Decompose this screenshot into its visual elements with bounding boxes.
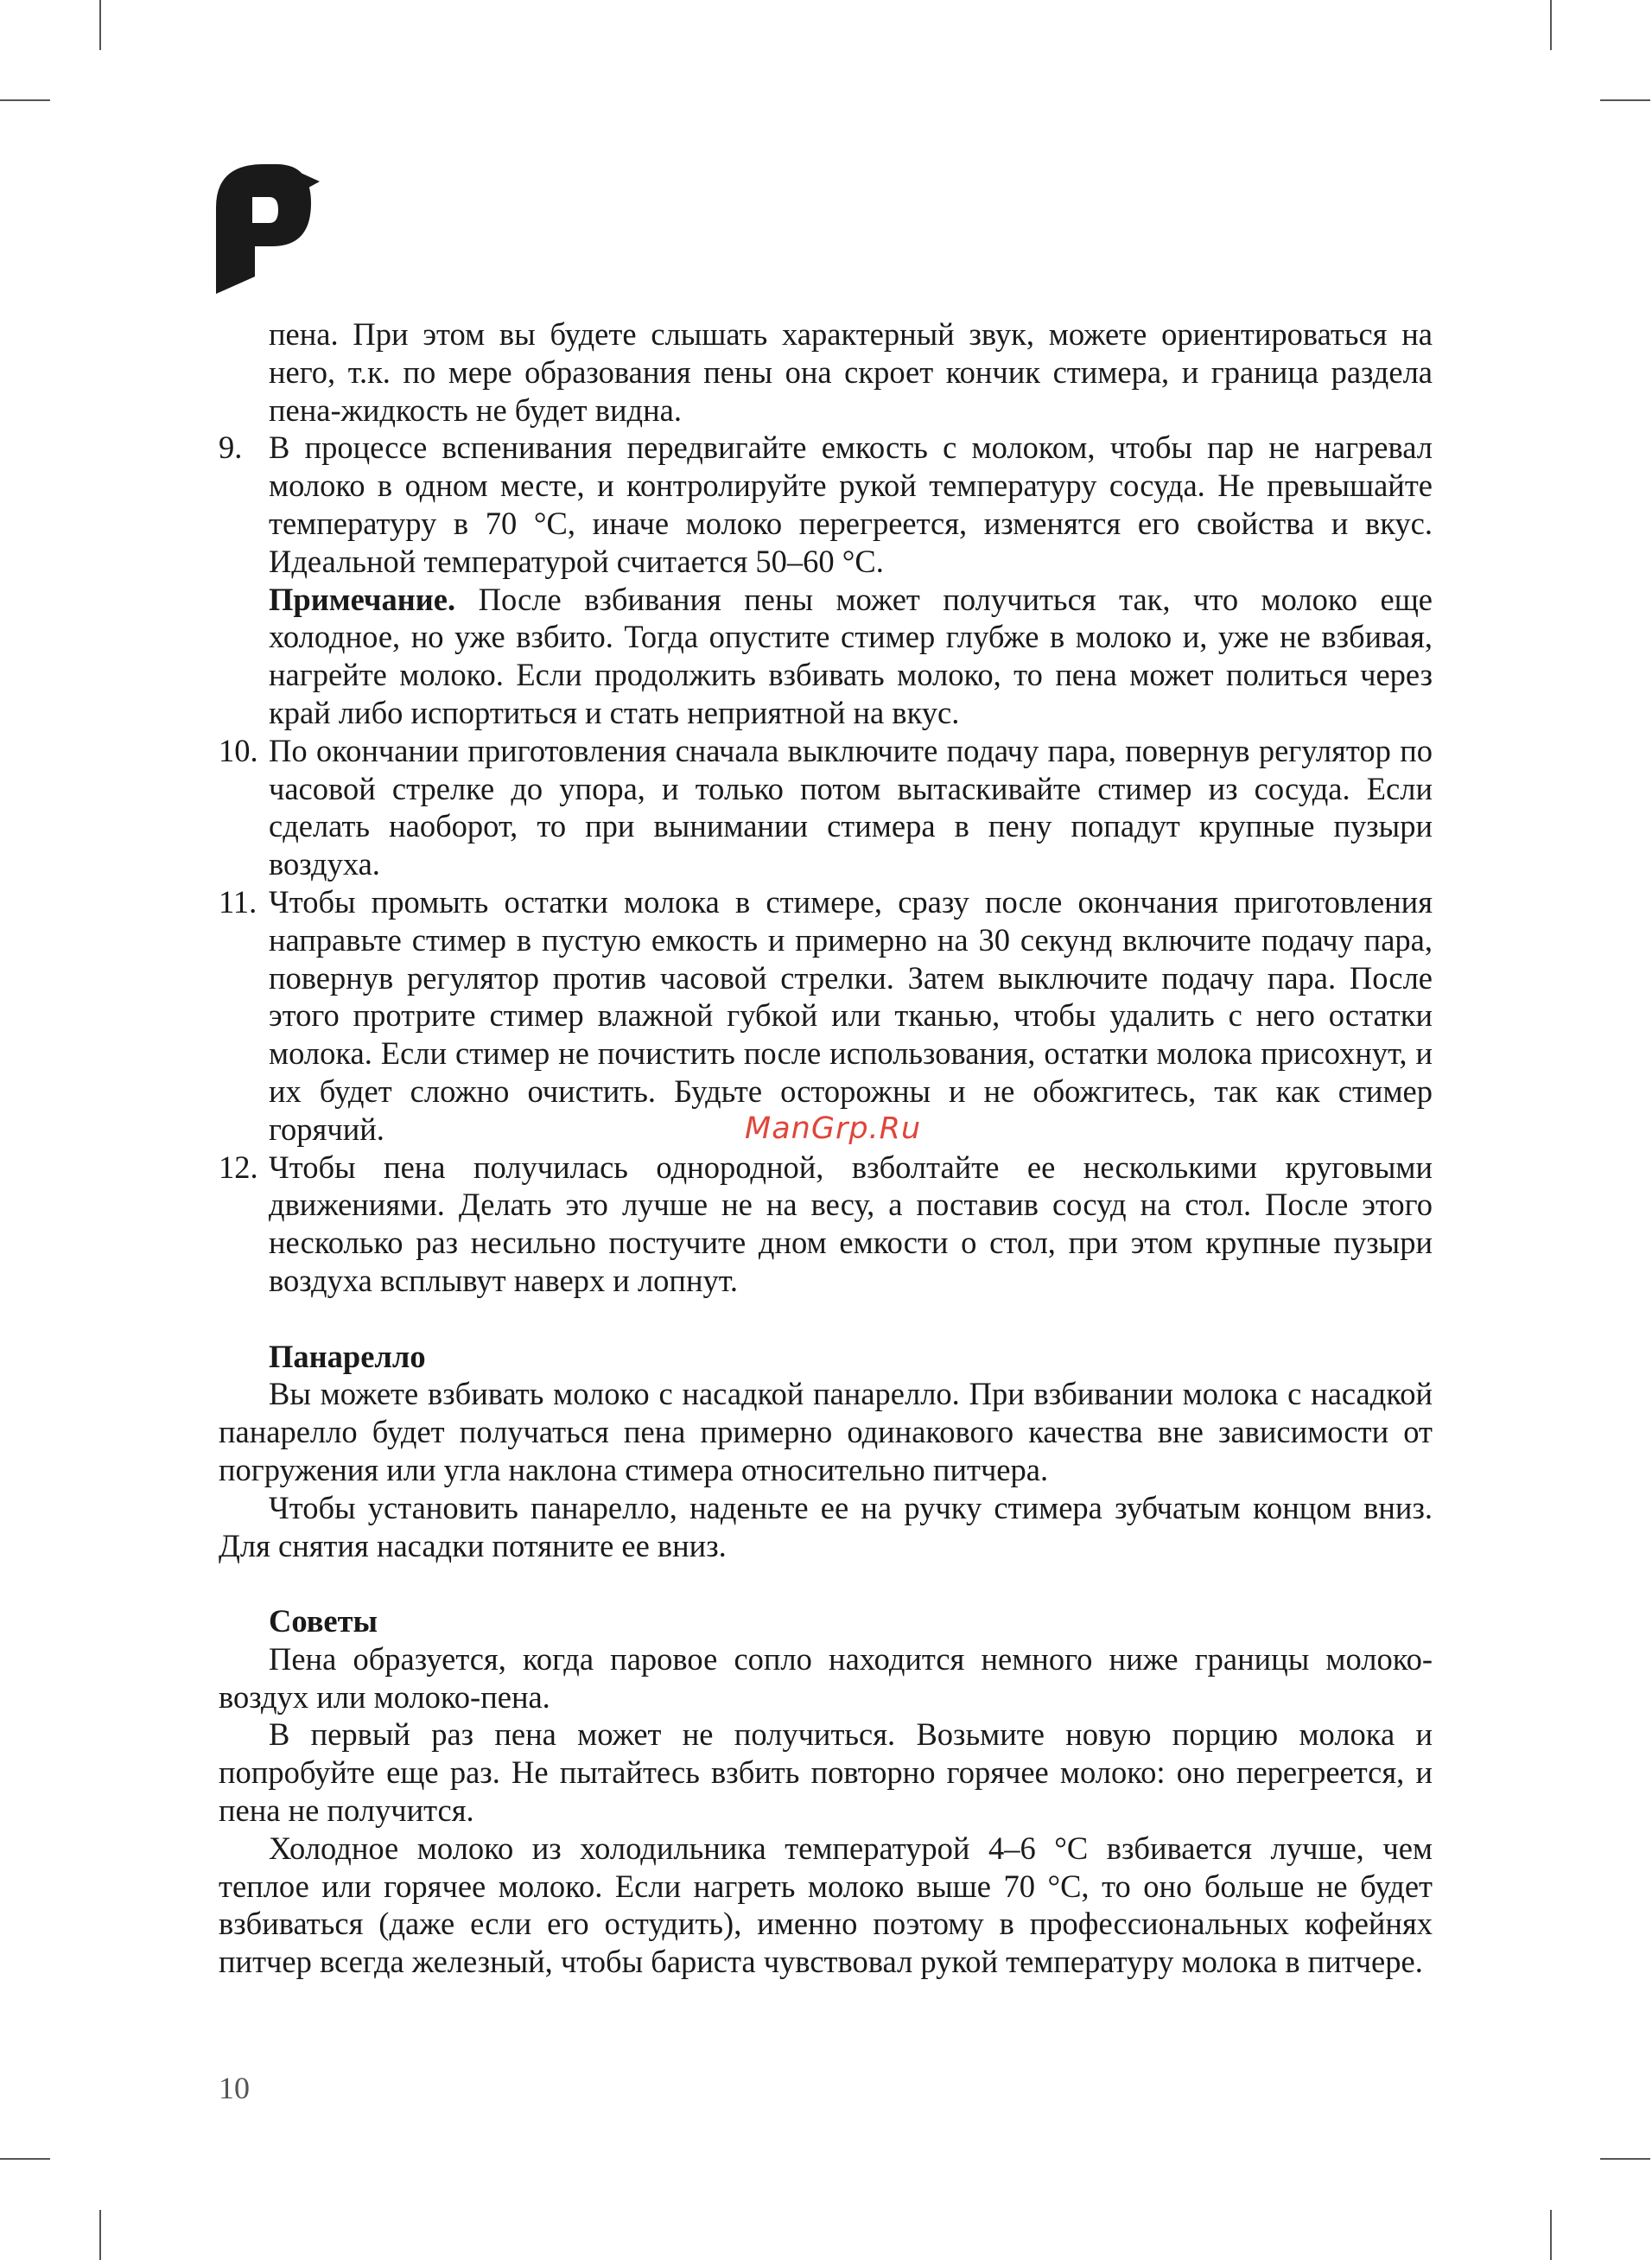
crop-mark-bottom-left-horizontal	[0, 2158, 50, 2160]
intro-continuation: пена. При этом вы будете слышать характерный звук, можете ориентироваться на него, т.к. по мере образования пены она скроет кончик стимера, и граница раздела пена-жидкость не будет видна.	[269, 316, 1433, 428]
list-number: 11.	[219, 883, 257, 920]
list-item-text: Чтобы пена получилась однородной, взболтайте ее несколькими круговыми движениями. Делать это лучше не на весу, а поставив сосуд на стол. После этого несколько раз несильно постучите дном емкости о стол, при этом крупные пузыри воздуха всплывут наверх и лопнут.	[269, 1149, 1433, 1298]
list-number: 12.	[219, 1149, 258, 1185]
list-item-9	[219, 429, 1433, 731]
watermark: ManGrp.Ru	[745, 1111, 922, 1146]
crop-mark-bottom-left-vertical	[99, 2210, 101, 2260]
list-item-12	[219, 1149, 1433, 1300]
list-item-text: В процессе вспенивания передвигайте емкость с молоком, чтобы пар не нагревал молоко в одном месте, и контролируйте рукой температуру сосуда. Не превышайте температуру в 70 °С, иначе молоко перегреется, изменятся его свойства и вкус. Идеальной температурой считается 50–60 °С.	[269, 430, 1433, 579]
list-number: 10.	[219, 732, 258, 768]
list-item-10	[219, 732, 1433, 883]
crop-mark-top-right-horizontal	[1600, 99, 1650, 101]
panarello-paragraph: Чтобы установить панарелло, наденьте ее на ручку стимера зубчатым концом вниз. Для снятия насадки потяните ее вниз.	[219, 1489, 1433, 1563]
crop-mark-bottom-right-vertical	[1550, 2210, 1552, 2260]
page-number: 10	[219, 2071, 250, 2105]
section-heading-panarello: Панарелло	[269, 1338, 426, 1374]
note-label: Примечание.	[269, 581, 456, 617]
tips-paragraph: Холодное молоко из холодильника температурой 4–6 °С взбивается лучше, чем теплое или горячее молоко. Если нагреть молоко выше 70 °С, то оно больше не будет взбиваться (даже если его остудить), именно поэтому в профессиональных кофейнях питчер всегда железный, чтобы бариста чувствовал рукой температуру молока в питчере.	[219, 1830, 1433, 1980]
crop-mark-top-left-vertical	[99, 0, 101, 50]
list-item-11	[219, 883, 1433, 1149]
crop-mark-bottom-right-horizontal	[1600, 2158, 1650, 2160]
crop-mark-top-right-vertical	[1550, 0, 1552, 50]
tips-paragraph: Пена образуется, когда паровое сопло находится немного ниже границы молоко-воздух или молоко-пена.	[219, 1640, 1433, 1715]
note-text: После взбивания пены может получиться так, что молоко еще холодное, но уже взбито. Тогда опустите стимер глубже в молоко и, уже не взбивая, нагрейте молоко. Если продолжить взбивать молоко, то пена может политься через край либо испортиться и стать неприятной на вкус.	[269, 581, 1433, 730]
crop-mark-top-left-horizontal	[0, 99, 50, 101]
list-item-text: Чтобы промыть остатки молока в стимере, сразу после окончания приготовления направьте стимер в пустую емкость и примерно на 30 секунд включите подачу пара, повернув регулятор против часовой стрелки. Затем выключите подачу пара. После этого протрите стимер влажной губкой или тканью, чтобы удалить с него остатки молока. Если стимер не почистить после использования, остатки молока присохнут, и их будет сложно очистить. Будьте осторожны и не обожгитесь, так как стимер горячий.	[269, 883, 1433, 1147]
tips-paragraph: В первый раз пена может не получиться. Возьмите новую порцию молока и попробуйте еще раз. Не пытайтесь взбить повторно горячее молоко: оно перегреется, и пена не получится.	[219, 1716, 1433, 1829]
panarello-paragraph: Вы можете взбивать молоко с насадкой панарелло. При взбивании молока с насадкой панарелло будет получаться пена примерно одинакового качества вне зависимости от погружения или угла наклона стимера относительно питчера.	[219, 1376, 1433, 1487]
brand-p-logo-icon	[216, 164, 320, 294]
list-number: 9.	[219, 430, 243, 466]
note-paragraph	[269, 581, 1433, 732]
document-body	[219, 315, 1433, 1981]
list-item-text: По окончании приготовления сначала выключите подачу пара, повернув регулятор по часовой стрелке до упора, и только потом вытаскивайте стимер из сосуда. Если сделать наоборот, то при вынимании стимера в пену попадут крупные пузыри воздуха.	[269, 732, 1433, 882]
section-heading-tips: Советы	[269, 1603, 378, 1639]
